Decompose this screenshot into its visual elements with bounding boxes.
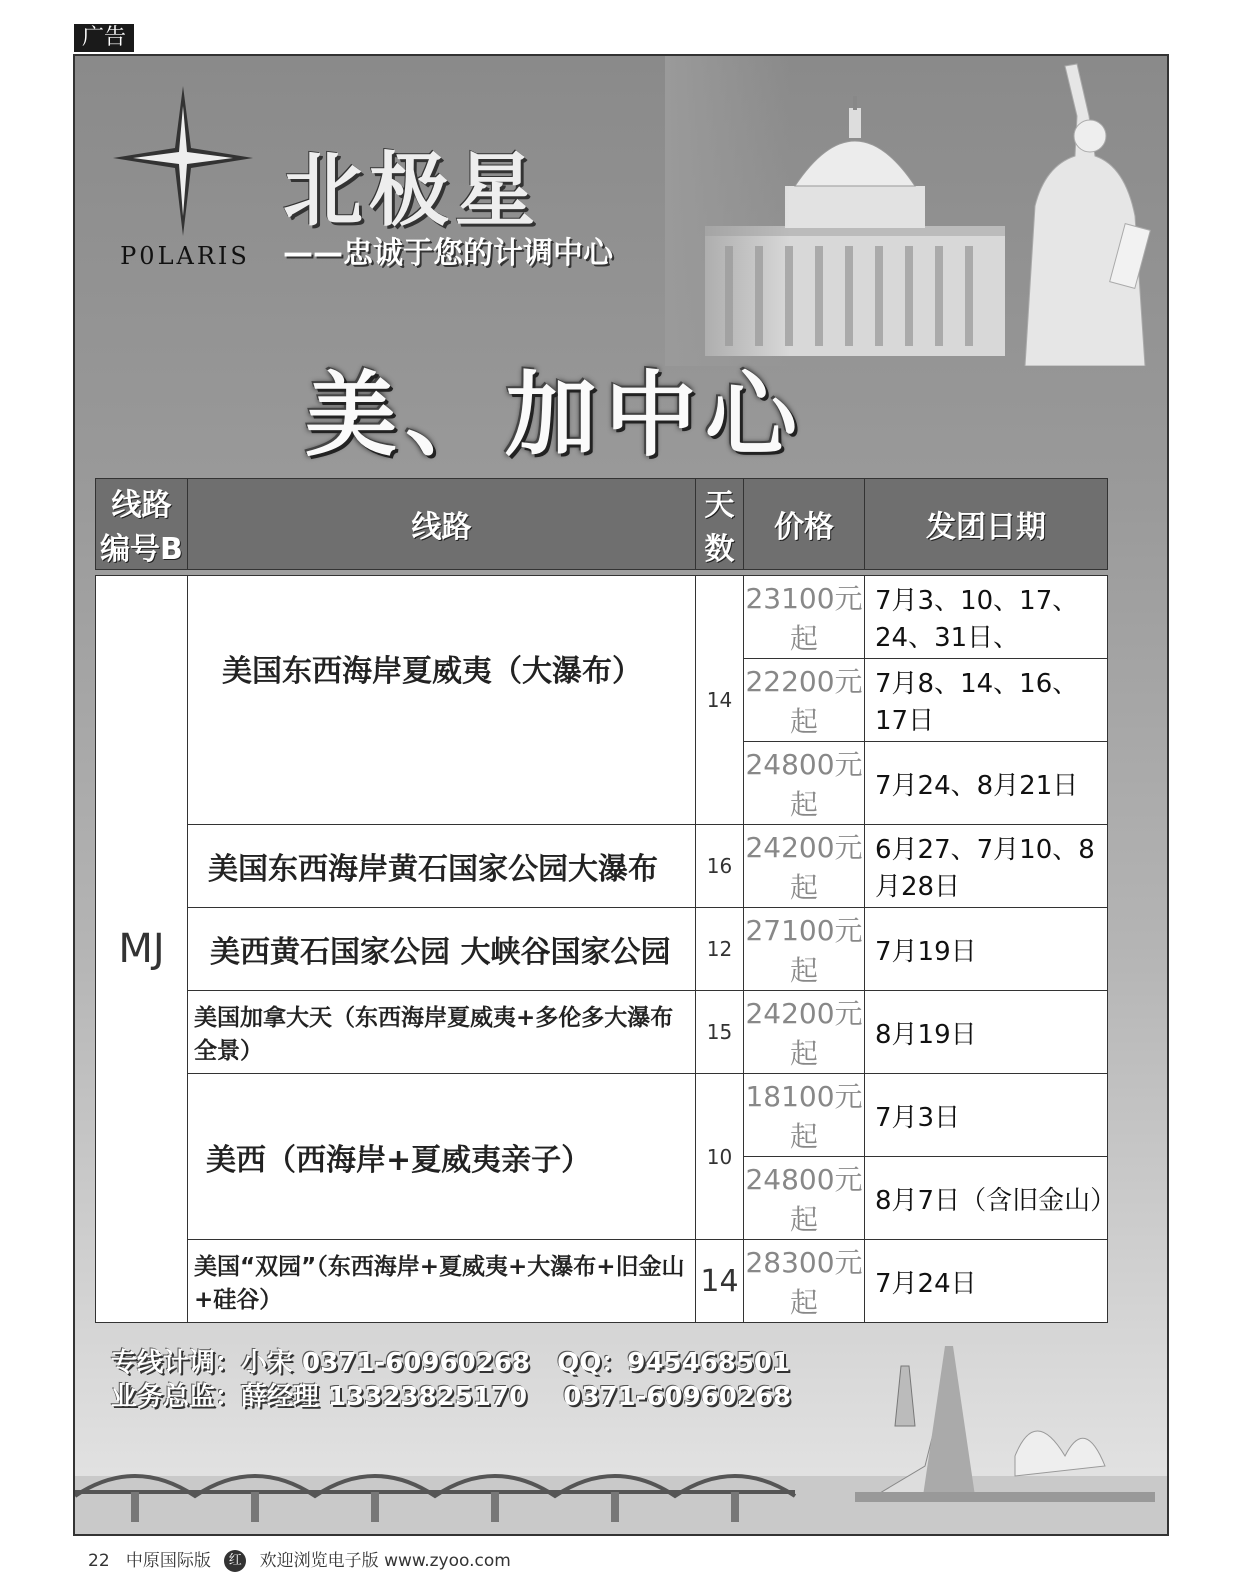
route-price: 24800元起 — [744, 742, 865, 825]
header-price: 价格 — [744, 479, 865, 570]
route-price: 24200元起 — [744, 991, 865, 1074]
polaris-star-logo — [113, 86, 253, 236]
contact-line-2: 业务总监：薛经理 13323825170 0371-60960268 — [111, 1382, 792, 1412]
header-days: 天数 — [696, 479, 744, 570]
route-price: 27100元起 — [744, 908, 865, 991]
route-price: 22200元起 — [744, 659, 865, 742]
route-dates: 7月3日 — [865, 1074, 1108, 1157]
capitol-and-liberty-image — [665, 56, 1165, 366]
route-dates: 7月24日 — [865, 1240, 1108, 1323]
route-price: 18100元起 — [744, 1074, 865, 1157]
route-dates: 6月27、7月10、8月28日 — [865, 825, 1108, 908]
route-name: 美国“双园”（东西海岸+夏威夷+大瀑布+旧金山+硅谷） — [188, 1240, 696, 1323]
header-code: 线路编号B — [96, 479, 188, 570]
center-title: 美、加中心 — [305, 361, 806, 469]
brand-slogan: ——忠诚于您的计调中心 — [283, 236, 613, 271]
route-price: 23100元起 — [744, 576, 865, 659]
brand-name: 北极星 — [283, 144, 541, 237]
route-days: 15 — [696, 991, 744, 1074]
route-days: 14 — [696, 576, 744, 825]
route-days: 12 — [696, 908, 744, 991]
route-days: 10 — [696, 1074, 744, 1240]
table-row — [96, 825, 1108, 908]
route-price: 24800元起 — [744, 1157, 865, 1240]
page-number: 22 — [88, 1551, 110, 1571]
table-row — [96, 908, 1108, 991]
route-price: 24200元起 — [744, 825, 865, 908]
table-row — [96, 576, 1108, 659]
footer-text: 欢迎浏览电子版 www.zyoo.com — [259, 1551, 511, 1571]
route-dates: 8月7日（含旧金山） — [865, 1157, 1108, 1240]
route-name: 美国东西海岸黄石国家公园大瀑布 — [188, 825, 696, 908]
route-days: 14 — [696, 1240, 744, 1323]
header-route: 线路 — [188, 479, 696, 570]
route-dates: 8月19日 — [865, 991, 1108, 1074]
route-dates: 7月19日 — [865, 908, 1108, 991]
route-name: 美国东西海岸夏威夷（大瀑布） — [188, 576, 696, 825]
edition-name: 中原国际版 — [125, 1551, 211, 1571]
logo-text: P0LARIS — [120, 242, 250, 270]
route-dates: 7月24、8月21日 — [865, 742, 1108, 825]
edition-badge: 红 — [224, 1550, 246, 1572]
bridge-and-landmarks-image — [75, 1306, 1169, 1536]
route-dates: 7月8、14、16、17日 — [865, 659, 1108, 742]
routes-table — [95, 478, 1117, 1323]
table-row — [96, 1074, 1108, 1157]
page-footer — [88, 1546, 511, 1572]
route-name: 美国加拿大天（东西海岸夏威夷+多伦多大瀑布全景） — [188, 991, 696, 1074]
contact-info — [111, 1346, 791, 1414]
header-dates: 发团日期 — [865, 479, 1108, 570]
route-days: 16 — [696, 825, 744, 908]
table-header-row — [96, 479, 1108, 570]
route-price: 28300元起 — [744, 1240, 865, 1323]
table-row — [96, 991, 1108, 1074]
route-name: 美西（西海岸+夏威夷亲子） — [188, 1074, 696, 1240]
route-code: MJ — [96, 576, 188, 1323]
ad-tag: 广告 — [74, 24, 134, 52]
ad-frame — [73, 54, 1169, 1536]
contact-line-1: 专线计调：小宋 0371-60960268 QQ：945468501 — [111, 1348, 791, 1378]
route-name: 美西黄石国家公园 大峡谷国家公园 — [188, 908, 696, 991]
route-dates: 7月3、10、17、24、31日、 — [865, 576, 1108, 659]
